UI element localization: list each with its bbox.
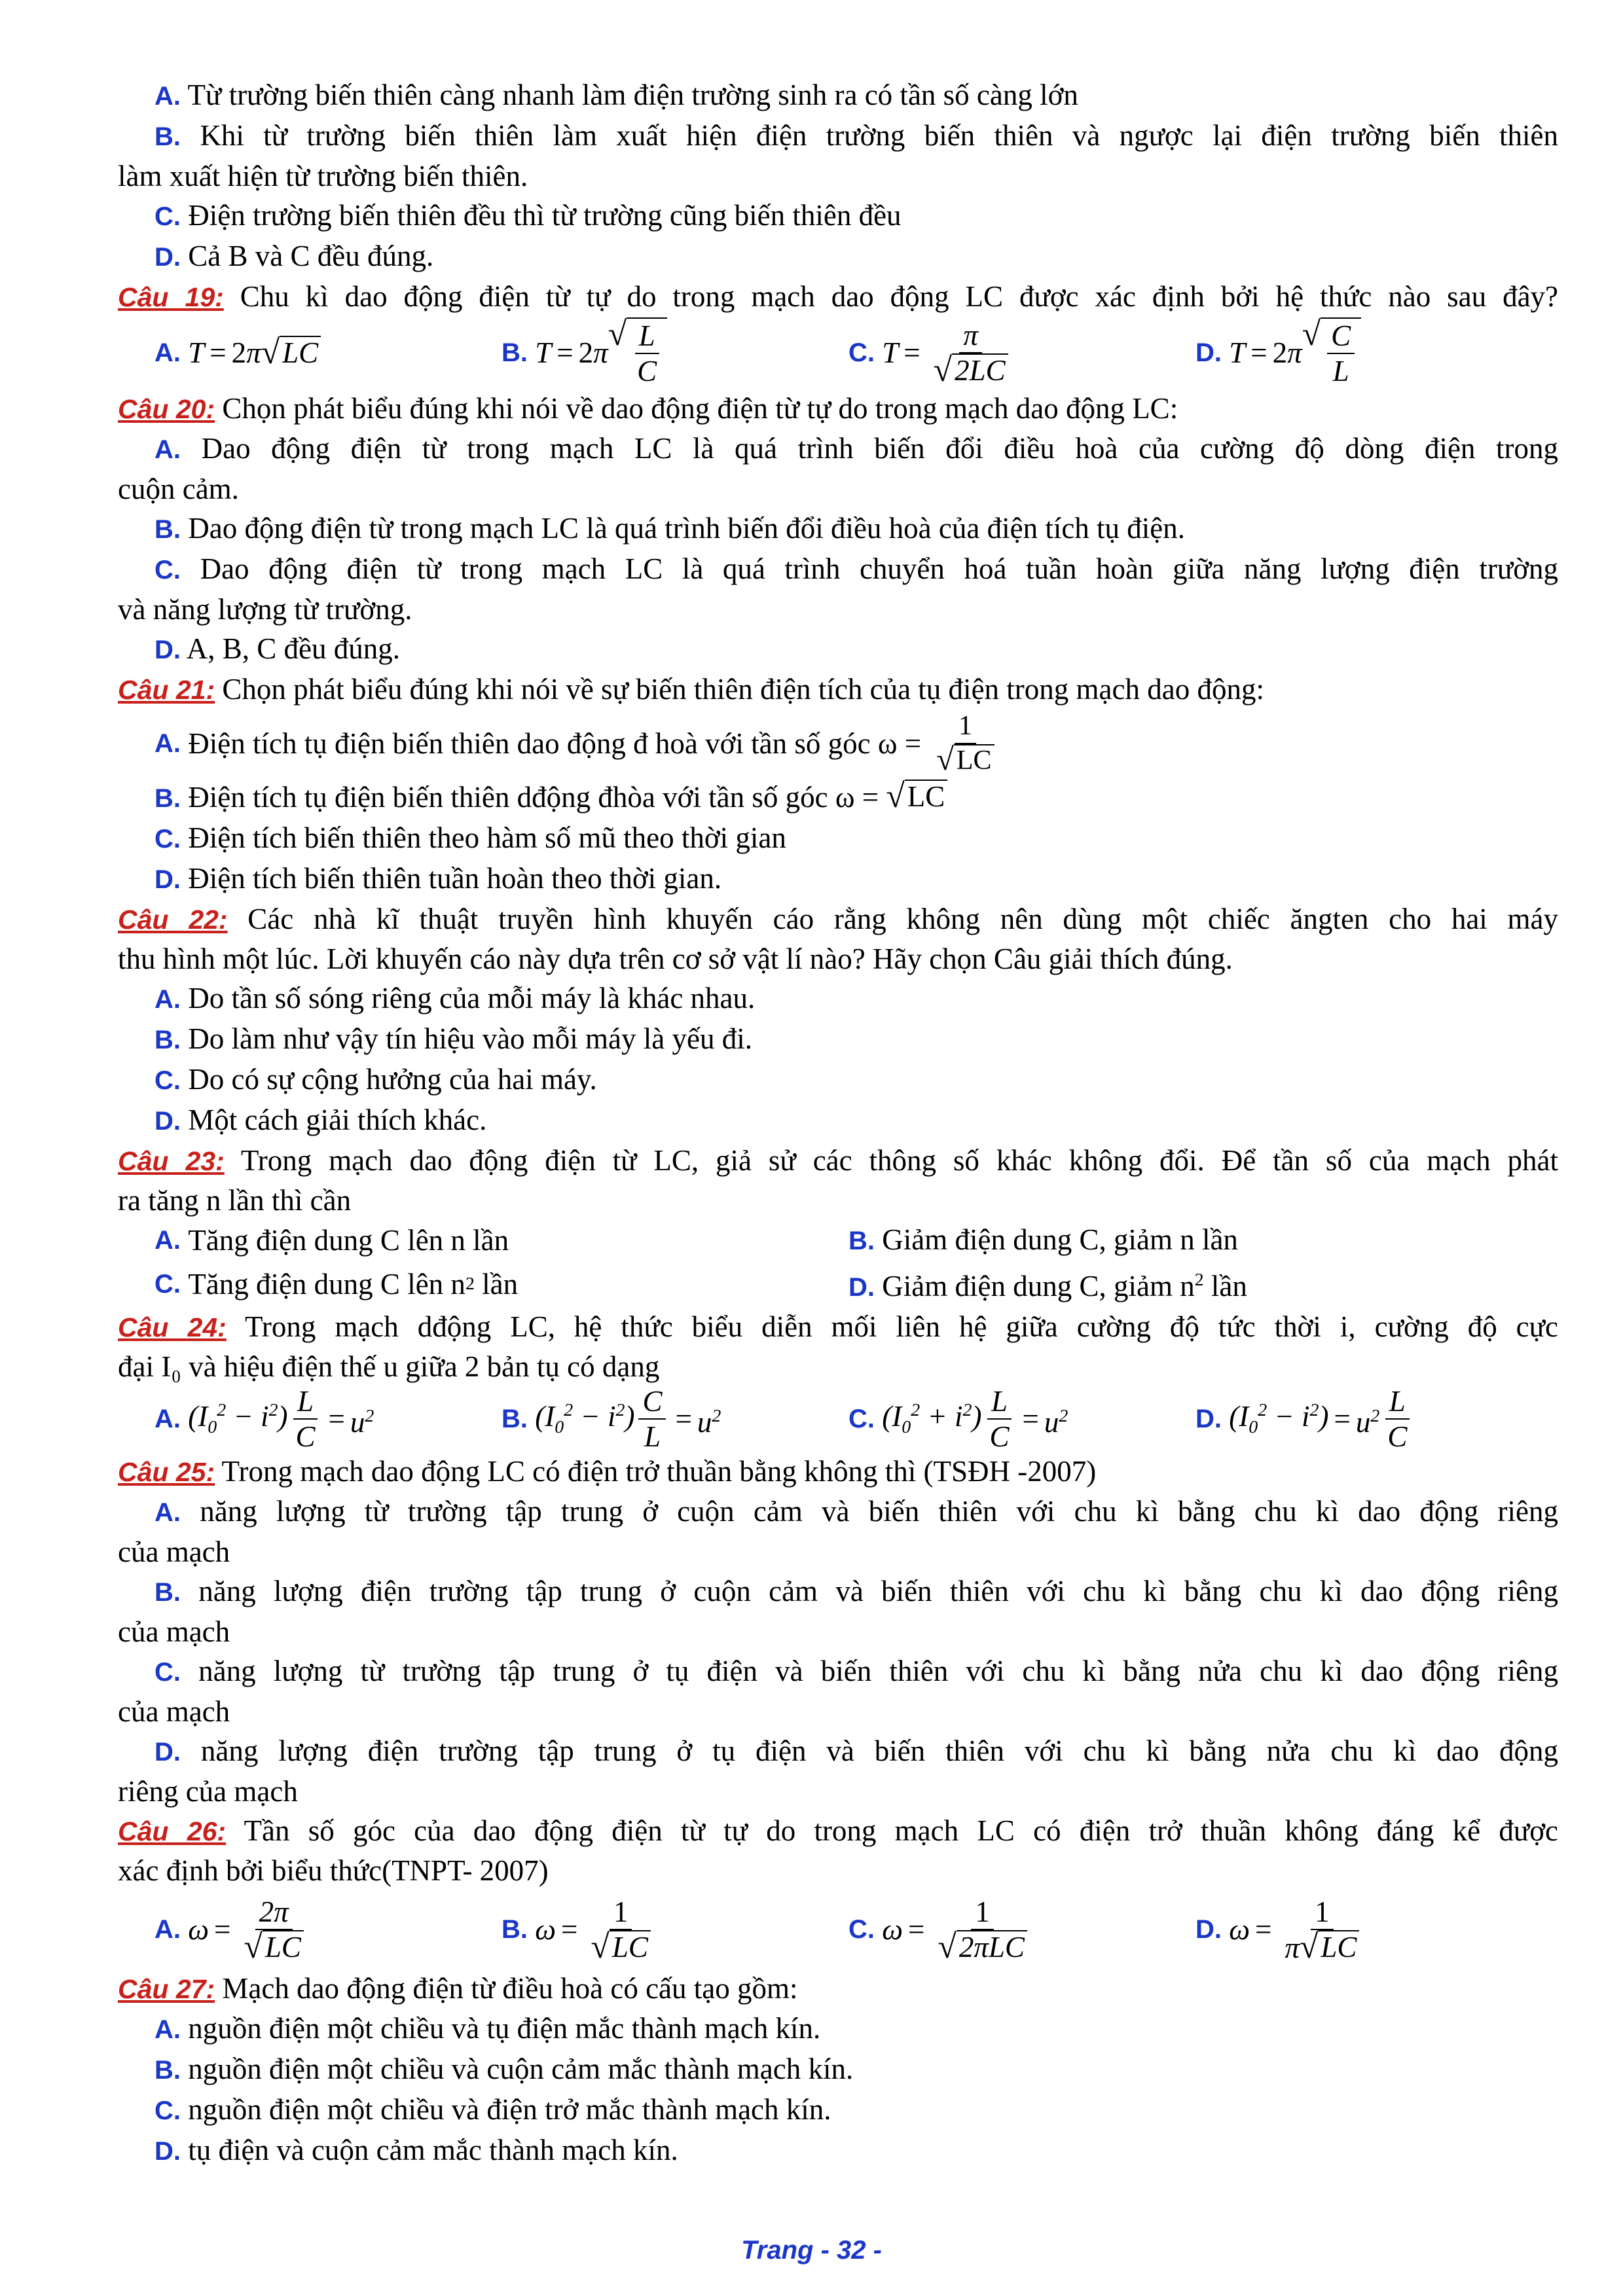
question-26-cont: xác định bởi biểu thức(TNPT- 2007) <box>118 1854 549 1887</box>
question-25: Câu 25: Trong mạch dao động LC có điện trở thuần bằng không thì (TSĐH -2007) <box>118 1455 1097 1488</box>
question-23-cont: ra tăng n lần thì cần <box>118 1184 352 1217</box>
q26-option-b: B. ω = 1 √ LC <box>501 1895 848 1965</box>
q21-option-b: B. Điện tích tụ điện biến thiên dđộng đhòa với tần số góc ω = √ LC <box>118 778 1558 818</box>
q23-options-cd <box>118 1261 1558 1307</box>
q26-option-c: C. ω = 1 √ 2πLC <box>848 1895 1195 1965</box>
q27-option-b: B. nguồn điện một chiều và cuộn cảm mắc thành mạch kín. <box>155 2053 854 2085</box>
q20-option-d: D. A, B, C đều đúng. <box>155 632 401 665</box>
question-26: Câu 26: Tần số góc của dao động điện từ tự do trong mạch LC có điện trở thuần không đáng kể được <box>118 1814 1558 1847</box>
q20-option-b: B. Dao động điện từ trong mạch LC là quá trình biến đổi điều hoà của điện tích tụ điện. <box>155 512 1186 545</box>
q23-option-c: C. Tăng điện dung C lên n 2 lần <box>155 1267 519 1300</box>
q22-option-b: B. Do làm như vậy tín hiệu vào mỗi máy là yếu đi. <box>155 1022 752 1055</box>
q21-option-d: D. Điện tích biến thiên tuần hoàn theo thời gian. <box>155 862 722 895</box>
q20-option-a-cont: cuộn cảm. <box>118 473 239 505</box>
q23-option-a: A. Tăng điện dung C lên n lần <box>155 1224 509 1257</box>
q27-option-d: D. tụ điện và cuộn cảm mắc thành mạch kín. <box>155 2134 678 2166</box>
q25-option-a: A. năng lượng từ trường tập trung ở cuộn cảm và biến thiên với chu kì bằng chu kì dao động riêng <box>155 1495 1558 1528</box>
q21-option-a: A. Điện tích tụ điện biến thiên dao động đ hoà với tần số góc ω = 1 √ LC <box>118 709 1558 778</box>
q23-options-ab <box>118 1220 1558 1261</box>
q25-option-d-cont: riêng của mạch <box>118 1775 298 1808</box>
q19-options <box>118 317 1558 389</box>
q25-option-b-cont: của mạch <box>118 1615 230 1648</box>
question-19: Câu 19: Chu kì dao động điện từ tự do trong mạch dao động LC được xác định bởi hệ thức nào sau đây? <box>118 280 1559 313</box>
q19-option-a: A. T = 2 π √ LC <box>155 333 501 372</box>
q24-option-d: D. $(I_0^2 - i^2)$ = $u^2$ $\frac{L}{C}$ <box>1195 1384 1542 1454</box>
q20-option-a: A. Dao động điện từ trong mạch LC là quá trình biến đổi điều hoà của cường độ dòng điện trong <box>155 432 1558 465</box>
q26-options <box>118 1890 1558 1969</box>
question-24: Câu 24: Trong mạch dđộng LC, hệ thức biểu diễn mối liên hệ giữa cường độ tức thời i, cường độ cực <box>118 1310 1559 1343</box>
q19-option-d: D. T = 2 π √ $\frac{C}{L}$ <box>1195 317 1542 388</box>
q25-option-b: B. năng lượng điện trường tập trung ở cuộn cảm và biến thiên với chu kì bằng chu kì dao động riêng <box>155 1575 1559 1607</box>
q22-option-c: C. Do có sự cộng hưởng của hai máy. <box>155 1063 597 1096</box>
q24-option-b: B. $(I_0^2 - i^2)$ $\frac{C}{L}$ = $u^2$ <box>501 1385 721 1453</box>
q27-option-c: C. nguồn điện một chiều và điện trở mắc thành mạch kín. <box>155 2093 831 2126</box>
question-23: Câu 23: Trong mạch dao động điện từ LC, giả sử các thông số khác không đổi. Để tần số của mạch phát <box>118 1144 1558 1177</box>
option-b: B. Khi từ trường biến thiên làm xuất hiện điện trường biến thiên và ngược lại điện trường biến thiên <box>155 119 1558 152</box>
q21-option-c: C. Điện tích biến thiên theo hàm số mũ theo thời gian <box>155 821 786 854</box>
option-d: D. Cả B và C đều đúng. <box>155 240 434 272</box>
option-c: C. Điện trường biến thiên đều thì từ trường cũng biến thiên đều <box>155 199 902 232</box>
q24-option-c: C. $(I_0^2 + i^2)$ $\frac{L}{C}$ = $u^2$ <box>848 1385 1068 1453</box>
q19-option-b: B. T = 2 π √ $\frac{L}{C}$ <box>501 317 848 388</box>
q24-options <box>118 1386 1558 1452</box>
q23-option-d: D. Giảm điện dung C, giảm $n^2$ lần <box>848 1270 1247 1302</box>
q25-option-c: C. năng lượng từ trường tập trung ở tụ điện và biến thiên với chu kì bằng nửa chu kì dao động riêng <box>155 1655 1558 1687</box>
page-footer: Trang - 32 - <box>741 2236 882 2265</box>
question-20: Câu 20: Chọn phát biểu đúng khi nói về dao động điện từ tự do trong mạch dao động LC: <box>118 392 1178 425</box>
q27-option-a: A. nguồn điện một chiều và tụ điện mắc thành mạch kín. <box>155 2012 821 2045</box>
option-b-cont: làm xuất hiện từ trường biến thiên. <box>118 160 528 192</box>
q19-option-c: C. T = π √ 2LC <box>848 318 1195 388</box>
option-a: A. Từ trường biến thiên càng nhanh làm điện trường sinh ra có tần số càng lớn <box>155 79 1078 111</box>
q20-option-c: C. Dao động điện từ trong mạch LC là quá trình chuyển hoá tuần hoàn giữa năng lượng điện trường <box>155 552 1559 585</box>
q22-option-a: A. Do tần số sóng riêng của mỗi máy là khác nhau. <box>155 982 756 1014</box>
q22-option-d: D. Một cách giải thích khác. <box>155 1103 487 1136</box>
q26-option-a: A. ω = 2π √ LC <box>155 1895 501 1965</box>
question-22: Câu 22: Các nhà kĩ thuật truyền hình khuyến cáo rằng không nên dùng một chiếc ăngten cho hai máy <box>118 903 1559 935</box>
q20-option-c-cont: và năng lượng từ trường. <box>118 593 412 626</box>
q25-option-d: D. năng lượng điện trường tập trung ở tụ điện và biến thiên với chu kì bằng nửa chu kì dao động <box>155 1734 1558 1767</box>
q23-option-b: B. Giảm điện dung C, giảm n lần <box>848 1223 1238 1256</box>
question-21: Câu 21: Chọn phát biểu đúng khi nói về sự biến thiên điện tích của tụ điện trong mạch dao động: <box>118 673 1264 706</box>
q25-option-a-cont: của mạch <box>118 1535 230 1568</box>
page-content <box>118 75 1558 2171</box>
q26-option-d: D. ω = 1 π √ LC <box>1195 1895 1542 1965</box>
question-22-cont: thu hình một lúc. Lời khuyến cáo này dựa trên cơ sở vật lí nào? Hãy chọn Câu giải thích đúng. <box>118 942 1233 975</box>
q24-option-a: A. $(I_0^2 - i^2)$ $\frac{L}{C}$ = $u^2$ <box>155 1385 374 1453</box>
q25-option-c-cont: của mạch <box>118 1695 230 1728</box>
question-27: Câu 27: Mạch dao động điện từ điều hoà có cấu tạo gồm: <box>118 1972 798 2005</box>
question-24-cont: đại I₀ và hiệu điện thế u giữa 2 bản tụ có dạng <box>118 1350 660 1383</box>
